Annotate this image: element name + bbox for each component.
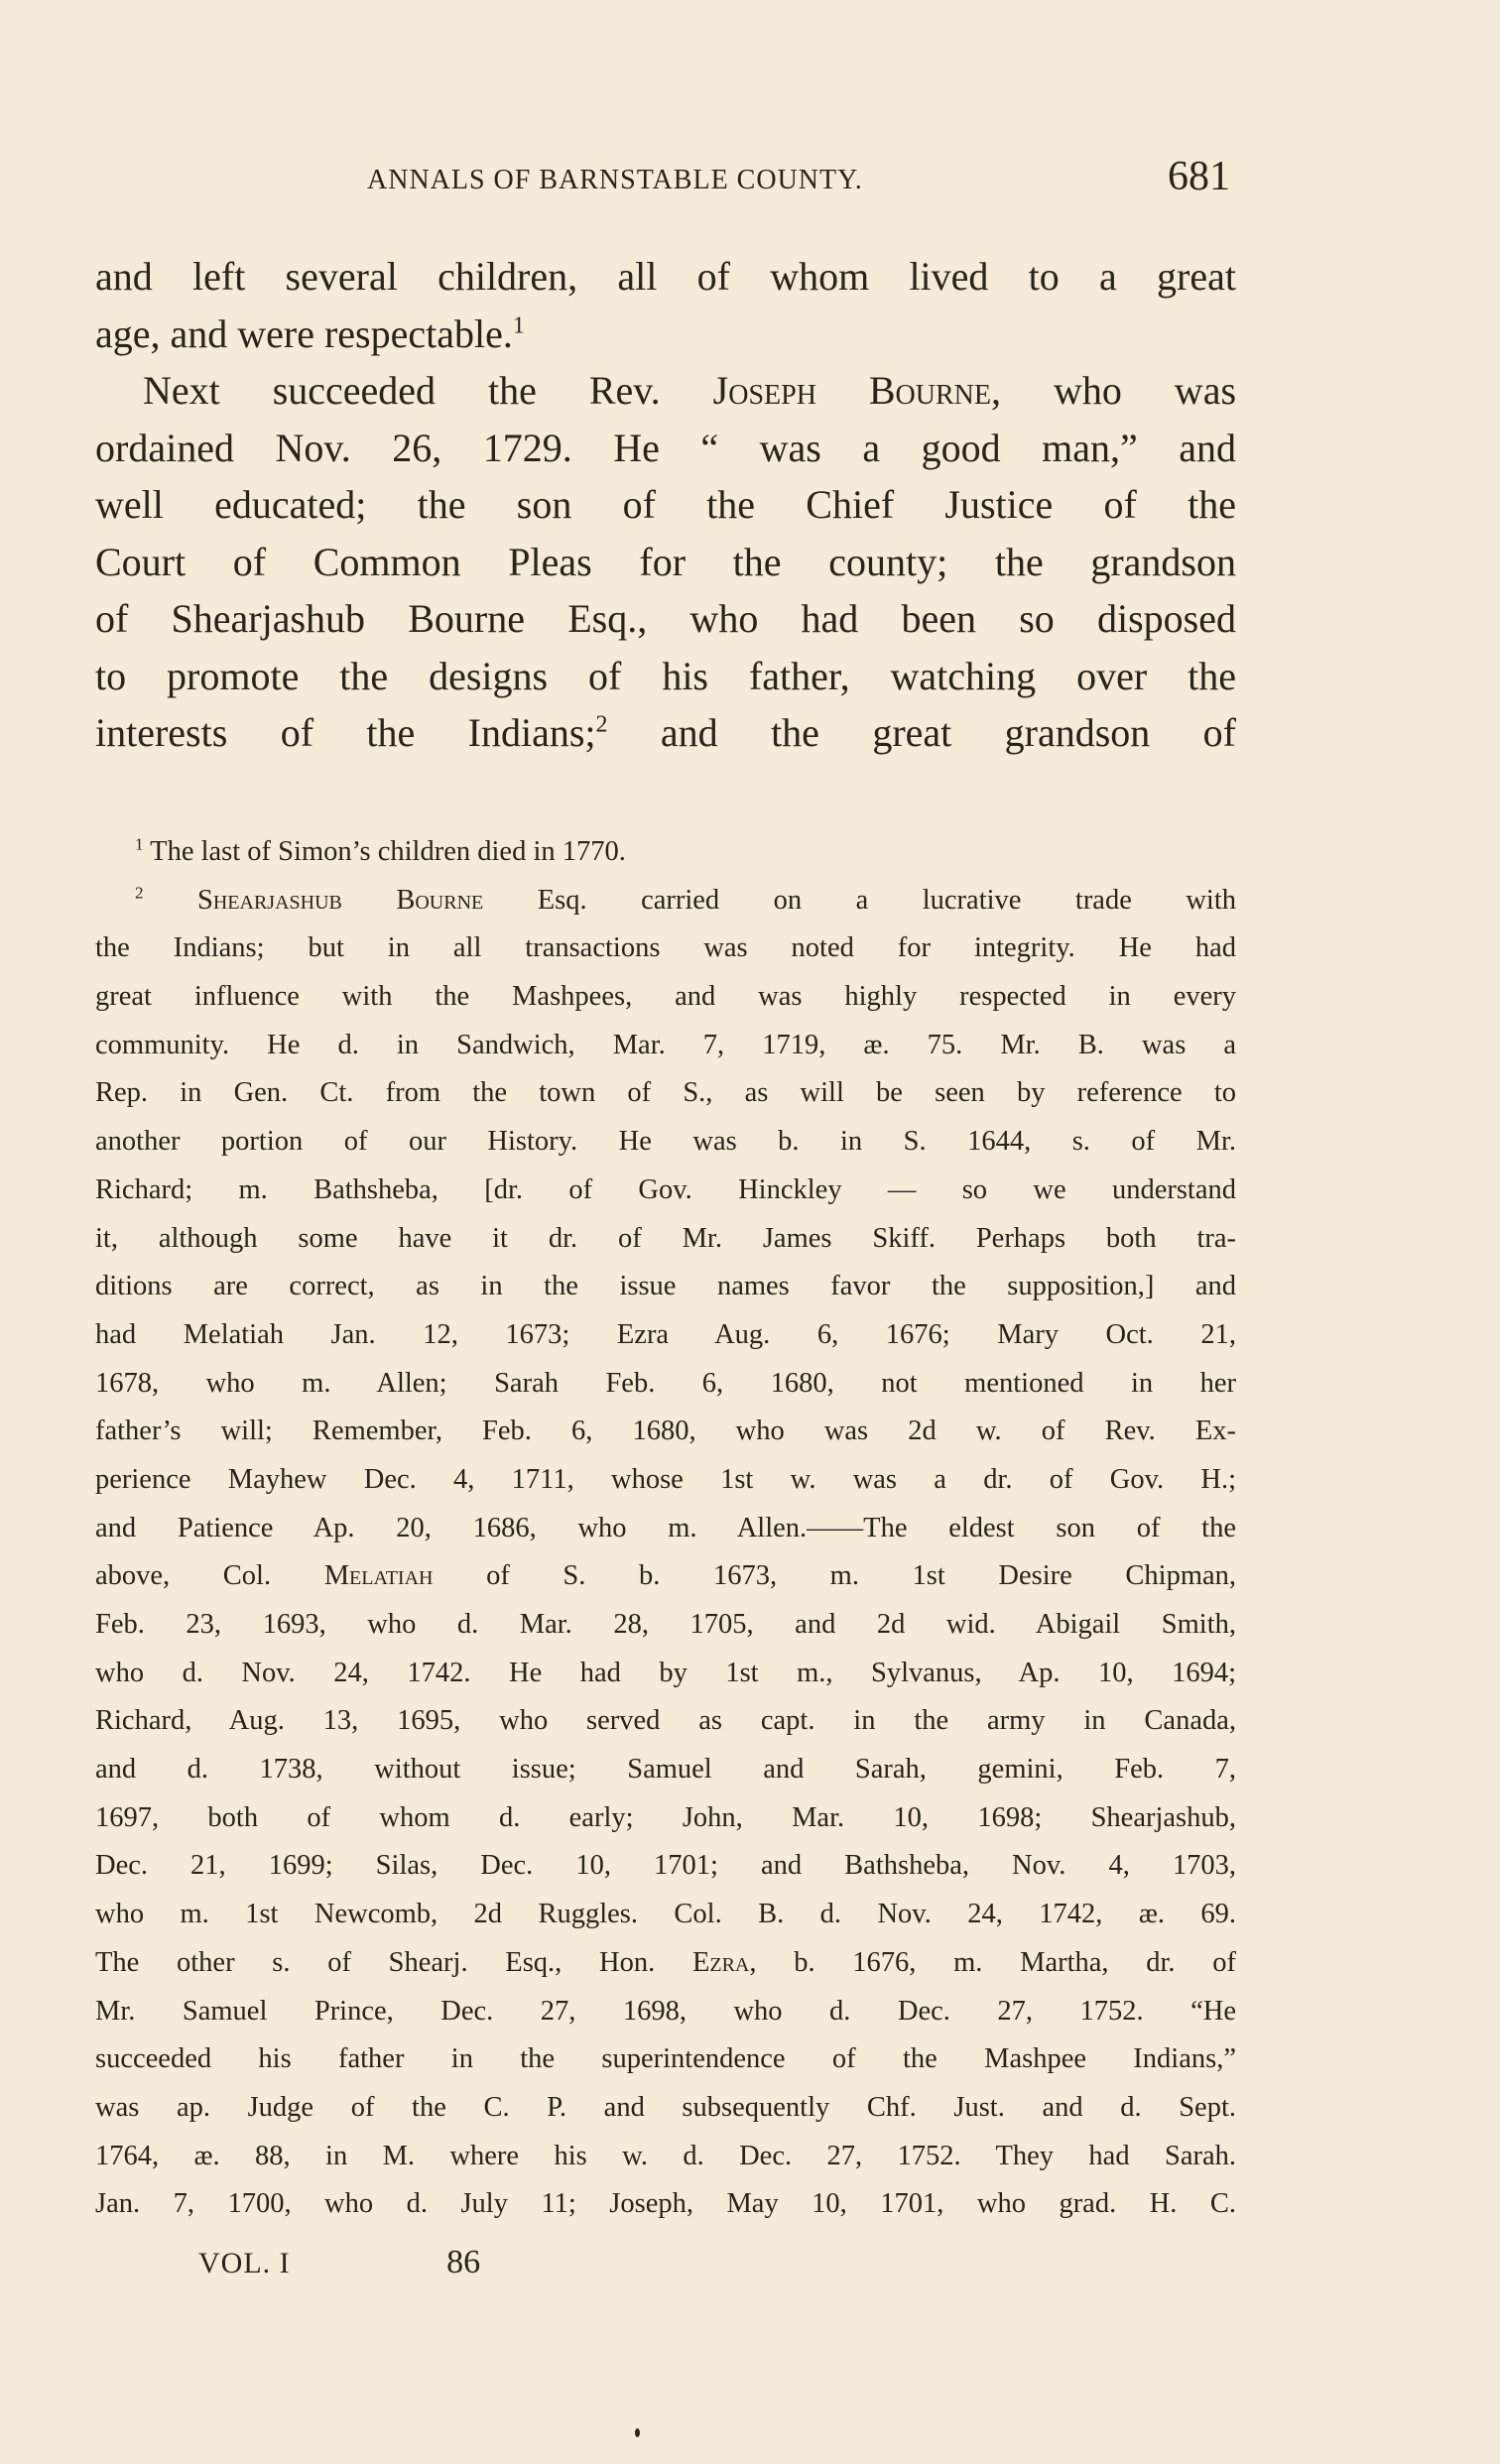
text-line: Court of Common Pleas for the county; the grandson: [95, 539, 1236, 584]
footnote-line: Richard; m. Bathsheba, [dr. of Gov. Hinckley — so we understand: [95, 1173, 1236, 1205]
footnotes: [95, 828, 1236, 2229]
text-line: Next succeeded the Rev. Joseph Bourne, who was: [143, 368, 1237, 413]
footnote-line: The other s. of Shearj. Esq., Hon. Ezra, b. 1676, m. Martha, dr. of: [95, 1946, 1237, 1978]
footnote-line: and d. 1738, without issue; Samuel and Sarah, gemini, Feb. 7,: [95, 1754, 1236, 1786]
footnote-line: community. He d. in Sandwich, Mar. 7, 1719, æ. 75. Mr. B. was a: [95, 1029, 1236, 1060]
footnote-line: Rep. in Gen. Ct. from the town of S., as will be seen by reference to: [95, 1077, 1236, 1109]
volume-label: VOL. I: [198, 2247, 291, 2279]
main-text: [95, 248, 1236, 762]
footnote-marker: 1: [135, 834, 144, 854]
text-line: ordained Nov. 26, 1729. He “ was a good man,” and: [95, 425, 1236, 470]
footnote-line: 1678, who m. Allen; Sarah Feb. 6, 1680, not mentioned in her: [95, 1367, 1236, 1399]
text-line: well educated; the son of the Chief Justice of the: [95, 482, 1236, 527]
footnote-ref-1: 1: [512, 312, 525, 339]
text-line: and left several children, all of whom lived to a great: [95, 254, 1236, 299]
ink-speck: [635, 2428, 640, 2437]
signature-line: [198, 2244, 480, 2281]
footnote-line: succeeded his father in the superintendence of the Mashpee Indians,”: [95, 2043, 1236, 2075]
footnote-line: 1697, both of whom d. early; John, Mar. 10, 1698; Shearjashub,: [95, 1801, 1236, 1833]
text-line: interests of the Indians;$^2$ and the great grandson of: [95, 710, 1236, 755]
running-head: ANNALS OF BARNSTABLE COUNTY.: [367, 165, 863, 195]
footnote-line: who d. Nov. 24, 1742. He had by 1st m., Sylvanus, Ap. 10, 1694;: [95, 1657, 1236, 1688]
footnote-ref-2: 2: [595, 711, 608, 738]
footnote-line: Dec. 21, 1699; Silas, Dec. 10, 1701; and Bathsheba, Nov. 4, 1703,: [95, 1850, 1236, 1882]
signature-mark: 86: [446, 2244, 481, 2280]
footnote-line: father’s will; Remember, Feb. 6, 1680, who was 2d w. of Rev. Ex-: [95, 1416, 1236, 1447]
footnote-line: Mr. Samuel Prince, Dec. 27, 1698, who d. Dec. 27, 1752. “He: [95, 1995, 1236, 2027]
footnote-line: great influence with the Mashpees, and was highly respected in every: [95, 981, 1236, 1013]
footnote-line: Jan. 7, 1700, who d. July 11; Joseph, May 10, 1701, who grad. H. C.: [95, 2188, 1236, 2220]
footnote-line: ditions are correct, as in the issue names favor the supposition,] and: [95, 1271, 1236, 1302]
text-line: age, and were respectable.$^1$: [95, 310, 525, 356]
text-line: to promote the designs of his father, watching over the: [95, 653, 1236, 698]
footnote-line: it, although some have it dr. of Mr. James Skiff. Perhaps both tra-: [95, 1222, 1236, 1254]
footnote-line: the Indians; but in all transactions was noted for integrity. He had: [95, 932, 1236, 964]
footnote-line: Richard, Aug. 13, 1695, who served as capt. in the army in Canada,: [95, 1705, 1236, 1737]
footnote-line: had Melatiah Jan. 12, 1673; Ezra Aug. 6, 1676; Mary Oct. 21,: [95, 1318, 1236, 1350]
footnote-line: who m. 1st Newcomb, 2d Ruggles. Col. B. d. Nov. 24, 1742, æ. 69.: [95, 1899, 1236, 1930]
footnote-line: and Patience Ap. 20, 1686, who m. Allen.——The eldest son of the: [95, 1512, 1236, 1543]
page-number: 681: [1168, 154, 1230, 199]
footnote-line: 1764, æ. 88, in M. where his w. d. Dec. 27, 1752. They had Sarah.: [95, 2140, 1236, 2171]
footnote-marker: 2: [135, 883, 144, 903]
footnote-line: above, Col. Melatiah of S. b. 1673, m. 1st Desire Chipman,: [95, 1560, 1237, 1592]
person-name: Joseph Bourne: [712, 368, 991, 413]
person-name: Ezra: [691, 1946, 750, 1978]
footnote-2: $^2$ Shearjashub Bourne Esq. carried on a lucrative trade with: [135, 883, 1236, 916]
person-name: Shearjashub Bourne: [197, 884, 484, 916]
footnote-line: perience Mayhew Dec. 4, 1711, whose 1st w. was a dr. of Gov. H.;: [95, 1463, 1236, 1495]
text-line: of Shearjashub Bourne Esq., who had been so disposed: [95, 596, 1236, 641]
footnote-1: $^1$ The last of Simon’s children died in 1770.: [135, 834, 626, 867]
footnote-line: Feb. 23, 1693, who d. Mar. 28, 1705, and 2d wid. Abigail Smith,: [95, 1609, 1236, 1640]
footnote-line: was ap. Judge of the C. P. and subsequently Chf. Just. and d. Sept.: [95, 2091, 1236, 2123]
person-name: Melatiah: [323, 1560, 434, 1592]
page-header: [139, 154, 1230, 208]
footnote-line: another portion of our History. He was b. in S. 1644, s. of Mr.: [95, 1126, 1236, 1158]
